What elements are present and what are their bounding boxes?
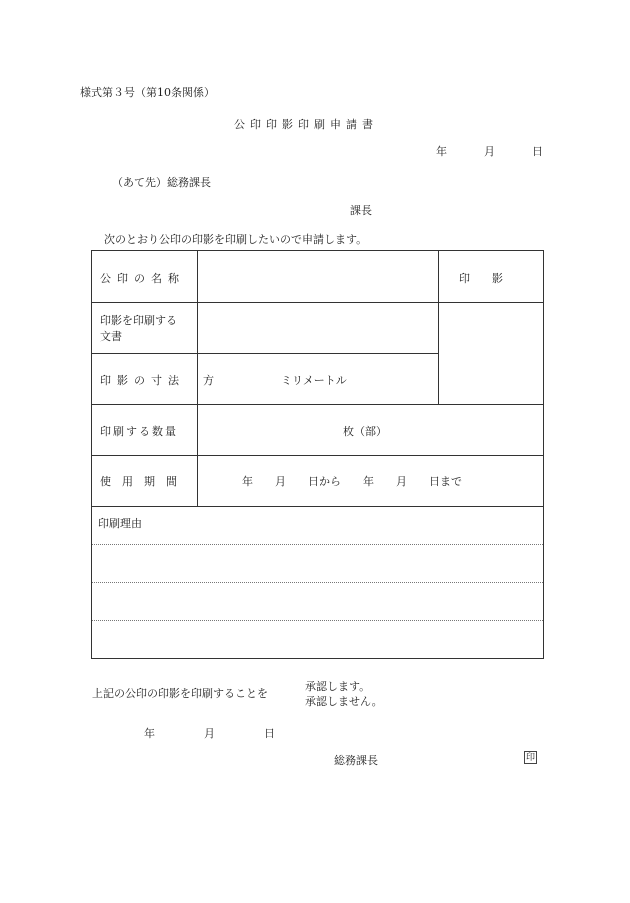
disapprove-option[interactable]: 承認しません。 [305,695,383,708]
seal-stamp-icon: 印 [525,753,535,763]
approval-date [144,725,275,741]
form-number: 様式第３号（第10条関係） [80,86,215,99]
document-label-line2: 文書 [100,330,122,343]
date-day: 日 [532,145,543,158]
seal-impression-box[interactable] [439,303,543,404]
quantity-label: 印刷する数量 [100,425,178,438]
addressee: （あて先）総務課長 [112,176,211,189]
dimension-unit: ミリメートル [281,374,347,387]
seal-name-field[interactable] [198,252,438,302]
approval-day: 日 [264,727,275,740]
approval-year: 年 [144,727,155,740]
period-label: 使 用 期 間 [100,475,177,488]
date-month: 月 [484,145,495,158]
application-date [436,143,543,159]
period-text: 年 月 日から 年 月 日まで [242,475,462,488]
applicant-title: 課長 [350,204,372,217]
date-year: 年 [436,145,447,158]
dimension-label: 印影の寸法 [100,374,185,387]
reason-label: 印刷理由 [98,517,142,530]
quantity-unit: 枚（部） [343,425,387,438]
document-label-line1: 印影を印刷する [100,314,177,327]
dimension-prefix: 方 [203,374,214,387]
document-title: 公印印影印刷申請書 [234,118,378,131]
approval-month: 月 [204,727,215,740]
seal-impression-label: 印 影 [459,272,503,285]
seal-name-label: 公印の名称 [100,272,185,285]
reason-field[interactable] [92,545,543,658]
approval-lead-text: 上記の公印の印影を印刷することを [92,687,268,700]
approve-option[interactable]: 承認します。 [305,680,371,693]
intro-text: 次のとおり公印の印影を印刷したいので申請します。 [104,233,368,246]
application-form-table [91,250,544,659]
document-field[interactable] [198,303,438,353]
general-affairs-manager-title: 総務課長 [334,754,378,767]
